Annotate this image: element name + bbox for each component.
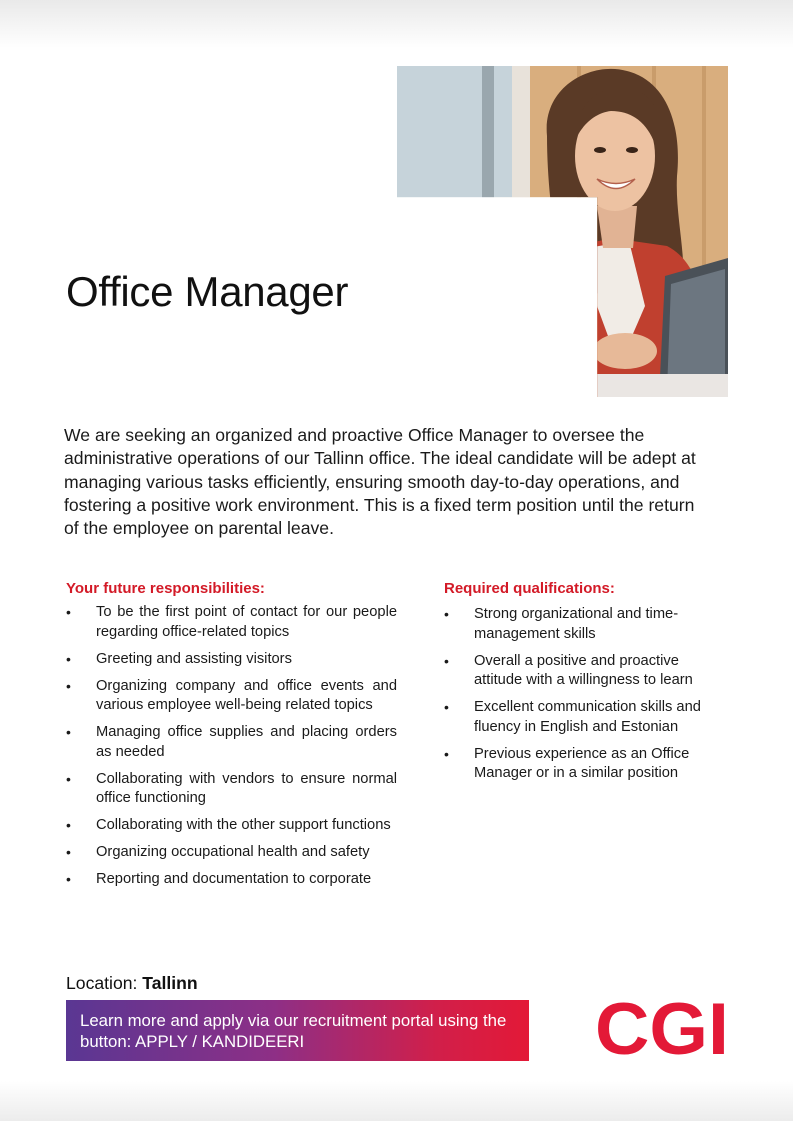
bullet-icon: •: [444, 745, 449, 762]
bullet-icon: •: [66, 604, 71, 620]
job-title: Office Manager: [66, 268, 349, 315]
bullet-icon: •: [66, 724, 71, 740]
list-item: [66, 723, 397, 762]
responsibilities-list: [66, 603, 397, 890]
bullet-icon: •: [66, 677, 71, 694]
bullet-icon: •: [66, 650, 71, 667]
bullet-icon: •: [66, 817, 71, 833]
location-value: Tallinn: [142, 973, 198, 993]
list-item: [444, 745, 729, 784]
list-item: [66, 677, 397, 716]
list-item-text: Organizing company and office events and various employee well-being related topics: [96, 677, 397, 713]
bullet-icon: •: [66, 844, 71, 860]
responsibilities-section: [66, 580, 397, 897]
list-item-text: Reporting and documentation to corporate: [96, 871, 372, 887]
bullet-icon: •: [444, 652, 449, 669]
location-label: Location:: [66, 973, 138, 993]
list-item: [66, 816, 397, 836]
list-item-text: To be the first point of contact for our people regarding office-related topics: [96, 604, 397, 640]
hero-photo: [397, 66, 728, 397]
list-item-text: Greeting and assisting visitors: [96, 650, 292, 667]
list-item: [444, 698, 729, 737]
list-item: [66, 870, 397, 890]
responsibilities-heading: Your future responsibilities:: [66, 580, 265, 597]
list-item: [444, 605, 729, 644]
list-item: [66, 770, 397, 809]
qualifications-list: [444, 605, 729, 784]
qualifications-section: [444, 580, 729, 791]
job-location: [66, 973, 198, 994]
list-item-text: Excellent communication skills and fluency in English and Estonian: [474, 699, 701, 735]
list-item-text: Previous experience as an Office Manager or in a similar position: [474, 745, 690, 781]
list-item-text: Collaborating with the other support functions: [96, 817, 391, 833]
apply-banner[interactable]: Learn more and apply via our recruitment portal using the button: APPLY / KANDIDEERI: [66, 1000, 529, 1061]
list-item: [66, 843, 397, 863]
list-item: [444, 652, 729, 691]
list-item-text: Collaborating with vendors to ensure normal office functioning: [96, 770, 397, 806]
bullet-icon: •: [444, 699, 449, 715]
list-item-text: Managing office supplies and placing orders as needed: [96, 724, 397, 760]
bottom-shadow: [0, 1081, 793, 1121]
list-item-text: Strong organizational and time-management skills: [474, 606, 679, 642]
bullet-icon: •: [66, 770, 71, 787]
list-item-text: Organizing occupational health and safety: [96, 844, 370, 860]
logo-text: CGI: [595, 996, 729, 1056]
bullet-icon: •: [444, 606, 449, 622]
cgi-logo: [594, 996, 730, 1056]
qualifications-heading: Required qualifications:: [444, 580, 615, 597]
top-shadow: [0, 0, 793, 48]
job-intro: We are seeking an organized and proactive Office Manager to oversee the administrative operations of our Tallinn office. The ideal candidate will be adept at managing various tasks efficiently, ensuring smooth day-to-day operations, and fostering a positive work environment. This is a fixed term position until the return of the employee on parental leave.: [64, 425, 696, 539]
list-item: [66, 603, 397, 642]
list-item: [66, 650, 397, 670]
list-item-text: Overall a positive and proactive attitude with a willingness to learn: [474, 652, 693, 688]
bullet-icon: •: [66, 871, 71, 887]
